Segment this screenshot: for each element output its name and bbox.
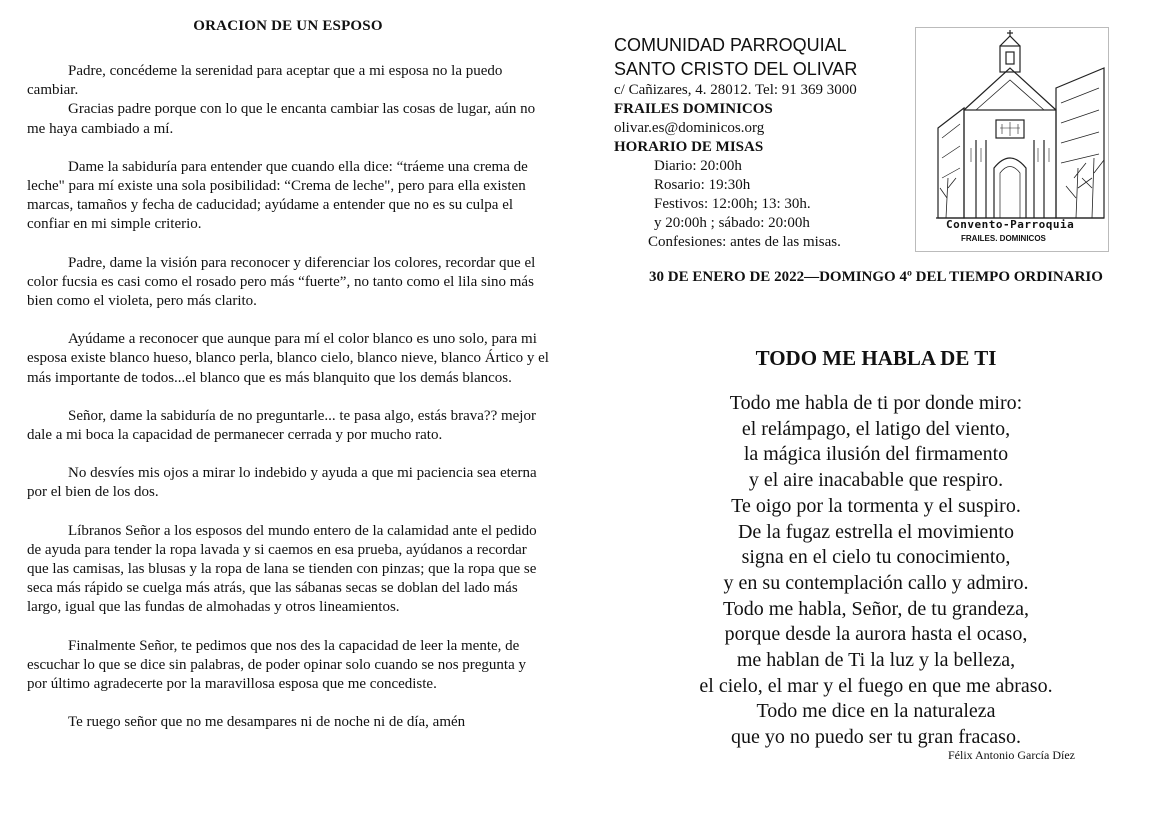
parish-order: FRAILES DOMINICOS [614,101,773,117]
poem-line: Todo me habla de ti por donde miro: [729,392,1023,414]
poem-author: Félix Antonio García Díez [948,748,1075,762]
poem-line: Te oigo por la tormenta y el suspiro. [731,494,1021,517]
church-drawing [915,27,1109,252]
poem-line: y en su contemplación callo y admiro. [723,571,1029,594]
schedule-line: y 20:00h ; sábado: 20:00h [654,215,810,231]
prayer-title: ORACION DE UN ESPOSO [193,18,383,34]
poem-title: TODO ME HABLA DE TI [755,346,997,370]
parish-name-line: SANTO CRISTO DEL OLIVAR [614,59,858,79]
date-line: 30 DE ENERO DE 2022—DOMINGO 4º DEL TIEMPO ORDINARIO [649,269,1103,285]
poem-line: Todo me dice en la naturaleza [756,700,996,723]
parish-name-line: COMUNIDAD PARROQUIAL [614,35,847,55]
poem-line: que yo no puedo ser tu gran fracaso. [731,726,1021,749]
schedule-line: Festivos: 12:00h; 13: 30h. [654,196,811,212]
prayer-paragraph: Dame la sabiduría para entender que cuando ella dice: “tráeme una crema de leche" para mí existe una sola posibilidad: “Crema de leche", pero para ella existen marcas, tamaños y fecha de caducidad; ayúdame a entender que no es su culpa el confiar en mi simple criterio. [27,158,528,233]
prayer-paragraph: Te ruego señor que no me desampares ni de noche ni de día, amén [68,714,466,731]
poem-line: Todo me habla, Señor, de tu grandeza, [722,597,1030,620]
poem-line: porque desde la aurora hasta el ocaso, [724,623,1028,646]
drawing-caption-sub: FRAILES. DOMINICOS [961,234,1046,243]
prayer-paragraph: Líbranos Señor a los esposos del mundo entero de la calamidad ante el pedido de ayuda para tender la ropa lavada y si caemos en esa prueba, ayúdanos a recordar que las camisas, las blusas y la ropa de lana se tienden con pinzas; que la ropa que se seca más rápido se cuelga más atrás, que las sábanas secas se doblan del lado más largo, igual que las fundas de almohadas y otros lineamientos. [27,522,537,616]
poem-line: el cielo, el mar y el fuego en que me abraso. [699,674,1053,697]
prayer-paragraph-line: Padre, concédeme la serenidad para aceptar que a mi esposa no la puedo cambiar. [27,63,503,99]
schedule-title: HORARIO DE MISAS [614,139,764,155]
poem-line: y el aire inacabable que respiro. [748,469,1004,492]
parish-email: olivar.es@dominicos.org [614,120,765,136]
prayer-column [27,18,549,751]
prayer-paragraph [27,62,549,139]
schedule-line: Diario: 20:00h [654,158,742,174]
poem-line: el relámpago, el latigo del viento, [741,417,1011,440]
prayer-paragraph: Finalmente Señor, te pedimos que nos des la capacidad de leer la mente, de escuchar lo que se dice sin palabras, de poder opinar solo cuando se nos pregunta y por último agradecerte por la maravillosa esposa que me concediste. [27,637,527,693]
parish-header [614,33,914,252]
confessions-line: Confesiones: antes de las misas. [648,234,841,250]
prayer-paragraph: Ayúdame a reconocer que aunque para mí el color blanco es uno solo, para mi esposa existe blanco hueso, blanco perla, blanco cielo, blanco nieve, blanco Ártico y el más importante de todos...el blanco que es más blanquito que los demás blancos. [27,331,549,386]
poem [614,346,1138,751]
prayer-paragraph-line: Gracias padre porque con lo que le encanta cambiar las cosas de lugar, aún no me haya cambiado a mí. [27,101,536,137]
poem-line: la mágica ilusión del firmamento [743,443,1009,466]
drawing-caption: Convento-Parroquia [946,218,1075,231]
prayer-paragraph: No desvíes mis ojos a mirar lo indebido y ayuda a que mi paciencia sea eterna por el bien de los dos. [27,465,537,501]
prayer-paragraph: Señor, dame la sabiduría de no preguntarle... te pasa algo, estás brava?? mejor dale a mi boca la capacidad de permanecer cerrada y por mucho rato. [27,407,536,444]
prayer-paragraph: Padre, dame la visión para reconocer y diferenciar los colores, recordar que el color fucsia es casi como el rosado pero más “fuerte”, no tanto como el lila sino más bien como el violeta, pero más clarito. [27,254,536,310]
schedule-line: Rosario: 19:30h [654,177,751,193]
poem-line: De la fugaz estrella el movimiento [737,520,1014,543]
parish-address: c/ Cañizares, 4. 28012. Tel: 91 369 3000 [614,82,857,98]
poem-line: signa en el cielo tu conocimiento, [741,546,1011,569]
poem-line: me hablan de Ti la luz y la belleza, [736,649,1016,672]
